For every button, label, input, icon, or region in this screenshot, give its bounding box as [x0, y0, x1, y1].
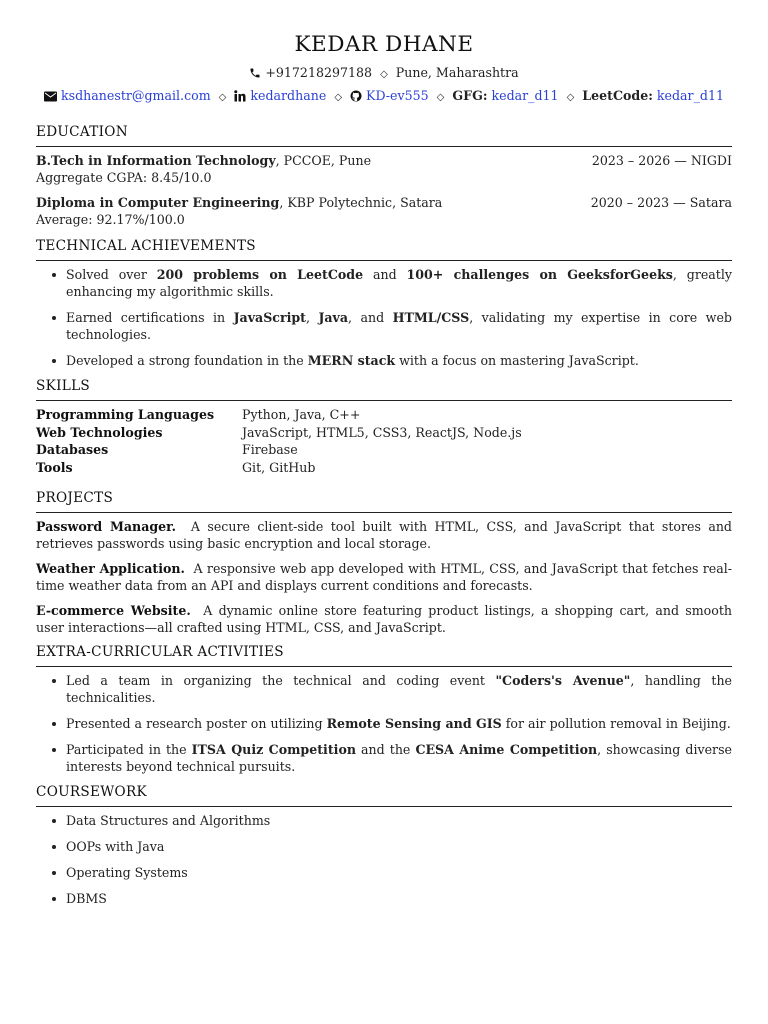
degree: B.Tech in Information Technology	[36, 153, 276, 168]
phone-icon	[249, 64, 261, 85]
dates-place: 2020 – 2023 — Satara	[590, 195, 732, 210]
institution: , PCCOE, Pune	[275, 153, 372, 168]
section-heading: COURSEWORK	[36, 784, 732, 807]
section-heading: SKILLS	[36, 378, 732, 401]
leetcode-link[interactable]: kedar_d11	[656, 88, 724, 103]
institution: , KBP Polytechnic, Satara	[279, 195, 443, 210]
location: Pune, Maharashtra	[395, 65, 519, 80]
list-item: OOPs with Java	[36, 838, 732, 855]
project-entry: E-commerce Website. A dynamic online store featuring product listings, a shopping cart, and smooth user interactions—all crafted using HTML, CSS, and JavaScript.	[36, 603, 733, 635]
skills-row: Programming Languages Python, Java, C++	[36, 407, 361, 422]
list-item: Operating Systems	[36, 864, 732, 881]
coursework-section	[36, 784, 732, 907]
section-heading: EXTRA-CURRICULAR ACTIVITIES	[36, 644, 732, 667]
list-item: Data Structures and Algorithms	[36, 812, 732, 829]
achievements-section	[36, 238, 732, 369]
envelope-icon	[44, 87, 57, 108]
coursework-list	[36, 812, 732, 907]
leetcode-label: LeetCode:	[582, 88, 653, 103]
education-entry	[36, 152, 732, 186]
project-entry: Password Manager. A secure client-side tool built with HTML, CSS, and JavaScript that stores and retrieves passwords using basic encryption and local storage.	[36, 519, 732, 551]
list-item: Solved over 200 problems on LeetCode and 100+ challenges on GeeksforGeeks, greatly enhancing my algorithmic skills.	[36, 266, 732, 300]
education-section	[36, 124, 732, 228]
skills-row: Databases Firebase	[36, 442, 298, 457]
education-entry	[36, 194, 732, 228]
section-heading: EDUCATION	[36, 124, 732, 147]
education-detail: Aggregate CGPA: 8.45/10.0	[36, 170, 212, 185]
github-icon	[350, 87, 362, 108]
list-item: DBMS	[36, 890, 732, 907]
linkedin-link[interactable]: kedardhane	[250, 88, 327, 103]
list-item: Led a team in organizing the technical and coding event "Coders's Avenue", handling the technicalities.	[36, 672, 732, 706]
contact-line-primary	[36, 62, 732, 85]
dates-place: 2023 – 2026 — NIGDI	[591, 153, 732, 168]
list-item: Participated in the ITSA Quiz Competition and the CESA Anime Competition, showcasing diverse interests beyond technical pursuits.	[36, 741, 732, 775]
project-entry: Weather Application. A responsive web app developed with HTML, CSS, and JavaScript that fetches real-time weather data from an API and displays current conditions and forecasts.	[36, 561, 732, 593]
degree: Diploma in Computer Engineering	[36, 195, 280, 210]
separator-diamond: ◇	[566, 92, 575, 103]
section-heading: TECHNICAL ACHIEVEMENTS	[36, 238, 732, 261]
achievements-list	[36, 266, 732, 369]
skills-row: Tools Git, GitHub	[36, 459, 316, 475]
separator-diamond: ◇	[380, 69, 388, 80]
skills-row: Web Technologies JavaScript, HTML5, CSS3, ReactJS, Node.js	[36, 424, 522, 440]
extracurricular-list	[36, 672, 732, 775]
list-item: Presented a research poster on utilizing Remote Sensing and GIS for air pollution removal in Beijing.	[36, 715, 732, 732]
email-link[interactable]: ksdhanestr@gmail.com	[61, 88, 211, 103]
extracurricular-section	[36, 644, 732, 775]
list-item: Developed a strong foundation in the MERN stack with a focus on mastering JavaScript.	[36, 352, 732, 369]
education-detail: Average: 92.17%/100.0	[36, 212, 185, 227]
list-item: Earned certifications in JavaScript, Java, and HTML/CSS, validating my expertise in core web technologies.	[36, 309, 732, 343]
separator-diamond: ◇	[436, 92, 445, 103]
github-link[interactable]: KD-ev555	[366, 88, 429, 103]
separator-diamond: ◇	[218, 92, 227, 103]
gfg-label: GFG:	[452, 88, 488, 103]
phone-number[interactable]: +917218297188	[265, 65, 373, 80]
section-heading: PROJECTS	[36, 490, 732, 513]
candidate-name: KEDAR DHANE	[294, 32, 474, 57]
gfg-link[interactable]: kedar_d11	[491, 88, 559, 103]
linkedin-icon	[234, 87, 246, 108]
contact-line-links	[36, 85, 732, 108]
projects-section	[36, 490, 732, 636]
separator-diamond: ◇	[334, 92, 343, 103]
skills-section	[36, 378, 732, 476]
